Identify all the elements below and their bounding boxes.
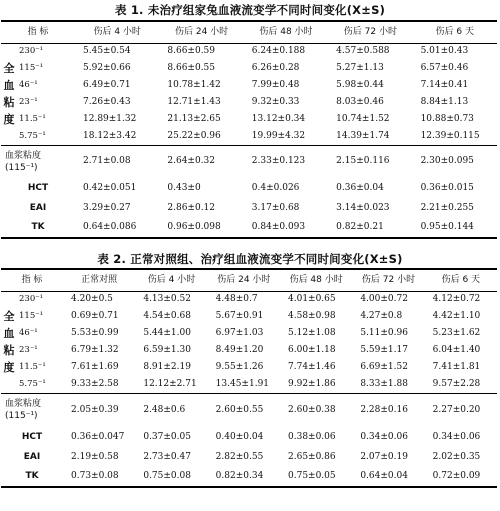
table-cell: 6.24±0.188 <box>251 46 306 57</box>
table-cell: 9.92±1.86 <box>288 378 336 389</box>
table-row <box>1 308 497 325</box>
table-cell: 2.73±0.47 <box>143 451 191 462</box>
shear-rate-label: 115⁻¹ <box>19 63 44 73</box>
table-cell: 4.27±0.8 <box>360 311 403 321</box>
table-cell: 0.69±0.71 <box>71 311 119 321</box>
table-row <box>1 467 497 487</box>
table-cell: 3.29±0.27 <box>83 202 131 213</box>
shear-rate-label: 11.5⁻¹ <box>19 114 46 124</box>
table-cell: 2.65±0.86 <box>288 451 336 462</box>
table-cell: 13.45±1.91 <box>215 378 270 389</box>
table-cell: 2.33±0.123 <box>244 145 328 178</box>
row-label-tk: TK <box>31 222 45 232</box>
table-cell: 2.60±0.38 <box>280 393 352 427</box>
shear-rate-label: 230⁻¹ <box>19 46 44 57</box>
table2 <box>1 268 497 488</box>
table-cell: 0.72±0.09 <box>432 471 481 481</box>
table-cell: 18.12±3.42 <box>83 130 137 141</box>
table-cell: 6.49±0.71 <box>83 80 131 90</box>
table-cell: 6.69±1.52 <box>360 362 408 372</box>
table-cell: 25.22±0.96 <box>167 130 221 141</box>
table-cell: 6.97±1.03 <box>215 328 264 338</box>
plasma-viscosity-row <box>1 393 497 427</box>
column-header: 伤后 24 小时 <box>208 269 280 291</box>
table-cell: 4.20±0.5 <box>71 294 113 305</box>
table-cell: 0.34±0.06 <box>360 431 408 442</box>
plasma-viscosity-label: 血浆粘度 (115⁻¹) <box>1 393 63 427</box>
table-cell: 9.32±0.33 <box>251 97 300 107</box>
shear-rate-label: 46⁻¹ <box>19 80 38 90</box>
table-row <box>1 325 497 342</box>
table-row <box>1 178 497 198</box>
table-cell: 3.17±0.68 <box>251 202 300 213</box>
shear-rate-label: 5.75⁻¹ <box>19 130 46 141</box>
table-row <box>1 111 497 128</box>
table-cell: 0.95±0.144 <box>420 222 474 232</box>
table-cell: 2.21±0.255 <box>420 202 474 213</box>
table-cell: 0.75±0.05 <box>288 471 336 481</box>
table-row <box>1 447 497 467</box>
table-cell: 5.23±1.62 <box>432 328 481 338</box>
table-cell: 4.12±0.72 <box>432 294 481 305</box>
table-cell: 2.48±0.6 <box>135 393 207 427</box>
table-cell: 19.99±4.32 <box>251 130 306 141</box>
table-cell: 6.04±1.40 <box>432 345 481 355</box>
table-cell: 0.34±0.06 <box>432 431 481 442</box>
column-header: 伤后 4 小时 <box>135 269 207 291</box>
table-cell: 0.43±0 <box>167 182 201 193</box>
table-cell: 14.39±1.74 <box>336 130 390 141</box>
table-row <box>1 427 497 447</box>
table-cell: 0.75±0.08 <box>143 471 191 481</box>
table-cell: 7.99±0.48 <box>251 80 300 90</box>
table-cell: 4.57±0.588 <box>336 46 390 57</box>
row-label-hct: HCT <box>27 182 49 193</box>
row-label-hct: HCT <box>21 431 43 442</box>
table-cell: 4.13±0.52 <box>143 294 191 305</box>
table-cell: 7.14±0.41 <box>420 80 469 90</box>
table1-caption: 表 1. 未治疗组家兔血液流变学不同时间变化(X±S) <box>114 3 386 17</box>
column-header: 伤后 4 小时 <box>75 21 159 43</box>
table-row <box>1 128 497 145</box>
table-cell: 2.15±0.116 <box>328 145 412 178</box>
indicator-header: 指 标 <box>1 21 75 43</box>
row-label-eai: EAI <box>29 202 47 213</box>
table-cell: 6.57±0.46 <box>420 63 469 73</box>
table-cell: 4.58±0.98 <box>288 311 336 321</box>
table-cell: 2.19±0.58 <box>71 451 119 462</box>
table-cell: 2.30±0.095 <box>413 145 497 178</box>
column-header: 伤后 6 天 <box>425 269 497 291</box>
group-label-whole-blood-viscosity: 全血粘度 <box>3 310 15 374</box>
table-cell: 6.26±0.28 <box>251 63 300 73</box>
table-cell: 2.05±0.39 <box>63 393 135 427</box>
table-row <box>1 43 497 60</box>
table-cell: 2.60±0.55 <box>208 393 280 427</box>
table-cell: 5.98±0.44 <box>336 80 384 90</box>
table-cell: 5.12±1.08 <box>288 328 336 338</box>
table-cell: 0.73±0.08 <box>71 471 119 481</box>
table-cell: 2.27±0.20 <box>425 393 497 427</box>
table-cell: 0.36±0.015 <box>420 182 474 193</box>
table-cell: 12.12±2.71 <box>143 378 197 389</box>
table-cell: 4.54±0.68 <box>143 311 191 321</box>
table-cell: 9.33±2.58 <box>71 378 119 389</box>
table-cell: 0.42±0.051 <box>83 182 137 193</box>
shear-rate-label: 23⁻¹ <box>19 345 38 355</box>
table-cell: 5.92±0.66 <box>83 63 131 73</box>
table-cell: 2.86±0.12 <box>167 202 216 213</box>
table-row <box>1 342 497 359</box>
table-cell: 6.79±1.32 <box>71 345 119 355</box>
table-cell: 0.4±0.026 <box>251 182 300 193</box>
table-row <box>1 198 497 218</box>
table-cell: 5.67±0.91 <box>215 311 264 321</box>
table-row <box>1 218 497 238</box>
table-cell: 0.40±0.04 <box>215 431 264 442</box>
table-cell: 2.28±0.16 <box>352 393 424 427</box>
column-header: 伤后 72 小时 <box>352 269 424 291</box>
row-label-eai: EAI <box>23 451 41 462</box>
shear-rate-label: 115⁻¹ <box>19 311 44 321</box>
table-row <box>1 60 497 77</box>
table-cell: 0.64±0.04 <box>360 471 408 481</box>
table-cell: 9.57±2.28 <box>432 378 481 389</box>
table-cell: 2.71±0.08 <box>75 145 159 178</box>
shear-rate-label: 5.75⁻¹ <box>19 378 46 389</box>
column-header: 伤后 6 天 <box>413 21 497 43</box>
table-cell: 2.64±0.32 <box>159 145 243 178</box>
group-label-whole-blood-viscosity: 全血粘度 <box>3 62 15 126</box>
column-header: 正常对照 <box>63 269 135 291</box>
table-cell: 5.01±0.43 <box>420 46 469 57</box>
table-cell: 10.78±1.42 <box>167 80 221 90</box>
table-cell: 8.66±0.55 <box>167 63 216 73</box>
table-cell: 21.13±2.65 <box>167 114 221 124</box>
table-cell: 12.71±1.43 <box>167 97 221 107</box>
table-cell: 8.33±1.88 <box>360 378 408 389</box>
table-cell: 0.64±0.086 <box>83 222 137 232</box>
indicator-header: 指 标 <box>1 269 63 291</box>
shear-rate-label: 23⁻¹ <box>19 97 38 107</box>
table-row <box>1 376 497 393</box>
shear-rate-label: 46⁻¹ <box>19 328 38 338</box>
table-cell: 4.42±1.10 <box>432 311 481 321</box>
table-cell: 0.38±0.06 <box>288 431 336 442</box>
table-cell: 2.07±0.19 <box>360 451 408 462</box>
table-cell: 8.66±0.59 <box>167 46 216 57</box>
table-cell: 5.27±1.13 <box>336 63 384 73</box>
table-cell: 0.36±0.04 <box>336 182 384 193</box>
table-row <box>1 291 497 308</box>
column-header: 伤后 24 小时 <box>159 21 243 43</box>
table-cell: 8.91±2.19 <box>143 362 191 372</box>
table-cell: 9.55±1.26 <box>215 362 264 372</box>
table-cell: 12.89±1.32 <box>83 114 137 124</box>
table-cell: 5.44±1.00 <box>143 328 191 338</box>
table-cell: 5.11±0.96 <box>360 328 408 338</box>
table-cell: 4.48±0.7 <box>215 294 258 305</box>
table-cell: 7.74±1.46 <box>288 362 336 372</box>
table-cell: 5.45±0.54 <box>83 46 131 57</box>
plasma-viscosity-row <box>1 145 497 178</box>
column-header: 伤后 48 小时 <box>280 269 352 291</box>
shear-rate-label: 230⁻¹ <box>19 294 44 305</box>
table-cell: 2.82±0.55 <box>215 451 264 462</box>
table-cell: 5.59±1.17 <box>360 345 408 355</box>
table-cell: 0.82±0.21 <box>336 222 384 232</box>
header-row <box>1 21 497 43</box>
table-cell: 0.96±0.098 <box>167 222 221 232</box>
table1 <box>1 20 497 239</box>
table-cell: 7.61±1.69 <box>71 362 119 372</box>
table-cell: 0.37±0.05 <box>143 431 191 442</box>
table-cell: 10.88±0.73 <box>420 114 474 124</box>
table-cell: 10.74±1.52 <box>336 114 390 124</box>
table-cell: 13.12±0.34 <box>251 114 306 124</box>
table-cell: 4.00±0.72 <box>360 294 408 305</box>
shear-rate-label: 11.5⁻¹ <box>19 362 46 372</box>
column-header: 伤后 48 小时 <box>244 21 328 43</box>
table-cell: 4.01±0.65 <box>288 294 336 305</box>
table-row <box>1 359 497 376</box>
table-cell: 12.39±0.115 <box>420 130 480 141</box>
table-cell: 8.84±1.13 <box>420 97 469 107</box>
table-row <box>1 77 497 94</box>
table-cell: 8.49±1.20 <box>215 345 264 355</box>
table-cell: 3.14±0.023 <box>336 202 390 213</box>
table-cell: 7.26±0.43 <box>83 97 131 107</box>
row-label-tk: TK <box>25 471 39 481</box>
table-cell: 0.36±0.047 <box>71 431 125 442</box>
plasma-viscosity-label: 血浆粘度 (115⁻¹) <box>1 145 75 178</box>
table-cell: 6.00±1.18 <box>288 345 336 355</box>
table-cell: 0.84±0.093 <box>251 222 306 232</box>
table-cell: 5.53±0.99 <box>71 328 119 338</box>
table2-caption: 表 2. 正常对照组、治疗组血液流变学不同时间变化(X±S) <box>97 252 403 266</box>
table-cell: 7.41±1.81 <box>432 362 481 372</box>
table-cell: 2.02±0.35 <box>432 451 481 462</box>
table-row <box>1 94 497 111</box>
header-row <box>1 269 497 291</box>
column-header: 伤后 72 小时 <box>328 21 412 43</box>
table-cell: 0.82±0.34 <box>215 471 264 481</box>
table-cell: 6.59±1.30 <box>143 345 191 355</box>
table-cell: 8.03±0.46 <box>336 97 384 107</box>
